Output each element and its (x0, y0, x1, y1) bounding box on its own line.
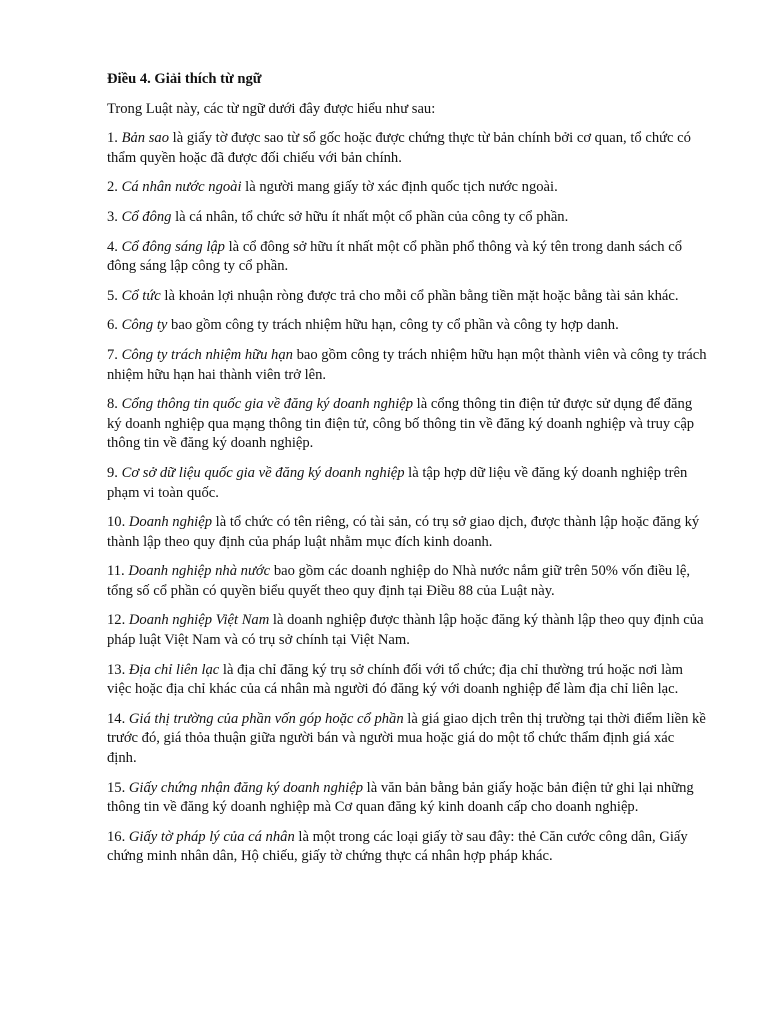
definition-item (107, 710, 707, 769)
item-number: 15. (107, 779, 129, 796)
item-number: 13. (107, 661, 129, 678)
item-term: Giá thị trường của phần vốn góp hoặc cổ phần (128, 710, 404, 727)
item-number: 6. (107, 317, 122, 334)
definition-item (107, 779, 707, 818)
definition-item (107, 464, 707, 503)
definition-item (107, 287, 707, 307)
item-term: Cổng thông tin quốc gia về đăng ký doanh nghiệp (121, 396, 414, 413)
item-term: Giấy tờ pháp lý của cá nhân (128, 828, 295, 845)
definition-item (107, 238, 707, 277)
definition-item (107, 562, 707, 601)
item-definition: là người mang giấy tờ xác định quốc tịch nước ngoài. (241, 179, 558, 196)
item-number: 4. (107, 238, 122, 255)
item-term: Cổ đông (121, 208, 172, 225)
item-definition: là giá giao dịch trên thị trường tại thời điểm liền kề trước đó, giá thỏa thuận giữa người bán và người mua hoặc giá do một tổ chức thẩm định giá xác định. (107, 710, 706, 767)
item-term: Cổ tức (121, 287, 161, 304)
definition-item (107, 611, 707, 650)
definition-item (107, 395, 707, 454)
item-definition: là văn bản bằng bản giấy hoặc bản điện tử ghi lại những thông tin về đăng ký doanh nghiệp mà Cơ quan đăng ký kinh doanh cấp cho doanh nghiệp. (107, 779, 694, 816)
item-term: Công ty trách nhiệm hữu hạn (121, 346, 293, 363)
item-term: Cơ sở dữ liệu quốc gia về đăng ký doanh nghiệp (121, 464, 405, 481)
definition-item (107, 513, 707, 552)
item-number: 11. (107, 563, 129, 580)
definition-item (107, 178, 707, 198)
item-term: Doanh nghiệp nhà nước (128, 563, 271, 580)
item-definition: bao gồm công ty trách nhiệm hữu hạn, công ty cổ phần và công ty hợp danh. (167, 317, 619, 334)
item-definition: là cổ đông sở hữu ít nhất một cổ phần phổ thông và ký tên trong danh sách cổ đông sáng lập công ty cổ phần. (107, 238, 682, 275)
definition-item (107, 316, 707, 336)
definition-item (107, 129, 707, 168)
item-definition: là doanh nghiệp được thành lập hoặc đăng ký thành lập theo quy định của pháp luật Việt Nam và có trụ sở chính tại Việt Nam. (107, 612, 704, 649)
item-term: Cá nhân nước ngoài (121, 179, 242, 196)
item-term: Giấy chứng nhận đăng ký doanh nghiệp (128, 779, 364, 796)
item-number: 8. (107, 396, 122, 413)
item-definition: là tập hợp dữ liệu về đăng ký doanh nghiệp trên phạm vi toàn quốc. (107, 464, 688, 501)
article-heading: Điều 4. Giải thích từ ngữ (107, 71, 262, 87)
definition-item (107, 661, 707, 700)
item-term: Doanh nghiệp (128, 514, 212, 531)
article-intro: Trong Luật này, các từ ngữ dưới đây được hiểu như sau: (107, 100, 436, 117)
definition-item (107, 828, 707, 867)
item-number: 16. (107, 828, 129, 845)
item-number: 3. (107, 208, 122, 225)
item-number: 9. (107, 464, 122, 481)
item-term: Cổ đông sáng lập (121, 238, 225, 255)
item-term: Địa chỉ liên lạc (128, 661, 220, 678)
definition-item (107, 346, 707, 385)
item-term: Doanh nghiệp Việt Nam (128, 612, 270, 629)
item-number: 5. (107, 287, 122, 304)
item-number: 2. (107, 179, 122, 196)
document-page (107, 70, 707, 877)
definition-item (107, 208, 707, 228)
item-term: Công ty (121, 317, 168, 334)
item-definition: là địa chỉ đăng ký trụ sở chính đối với tổ chức; địa chỉ thường trú hoặc nơi làm việc hoặc địa chỉ khác của cá nhân mà người đó đăng ký với doanh nghiệp để làm địa chỉ liên lạc. (107, 661, 684, 698)
item-definition: là cá nhân, tổ chức sở hữu ít nhất một cổ phần của công ty cổ phần. (171, 208, 569, 225)
item-definition: bao gồm các doanh nghiệp do Nhà nước nắm giữ trên 50% vốn điều lệ, tổng số cổ phần có quyền biểu quyết theo quy định tại Điều 88 của Luật này. (107, 563, 691, 599)
item-number: 14. (107, 710, 129, 727)
item-definition: là cổng thông tin điện tử được sử dụng để đăng ký doanh nghiệp qua mạng thông tin điện tử, công bố thông tin về đăng ký doanh nghiệp và truy cập thông tin về đăng ký doanh nghiệp. (107, 396, 695, 452)
item-number: 10. (107, 514, 129, 531)
item-number: 7. (107, 346, 122, 363)
item-number: 12. (107, 612, 129, 629)
item-definition: là tổ chức có tên riêng, có tài sản, có trụ sở giao dịch, được thành lập hoặc đăng ký thành lập theo quy định của pháp luật nhằm mục đích kinh doanh. (107, 514, 700, 550)
item-definition: là khoản lợi nhuận ròng được trả cho mỗi cổ phần bằng tiền mặt hoặc bằng tài sản khác. (160, 287, 679, 304)
item-definition: là giấy tờ được sao từ sổ gốc hoặc được chứng thực từ bản chính bởi cơ quan, tổ chức có thẩm quyền hoặc đã được đối chiếu với bản chính. (107, 130, 691, 166)
item-definition: là một trong các loại giấy tờ sau đây: thẻ Căn cước công dân, Giấy chứng minh nhân dân, Hộ chiếu, giấy tờ chứng thực cá nhân hợp pháp khác. (107, 828, 688, 865)
item-definition: bao gồm công ty trách nhiệm hữu hạn một thành viên và công ty trách nhiệm hữu hạn hai thành viên trở lên. (107, 346, 707, 383)
item-number: 1. (107, 130, 122, 147)
definition-list (107, 129, 707, 867)
item-term: Bản sao (121, 130, 170, 147)
